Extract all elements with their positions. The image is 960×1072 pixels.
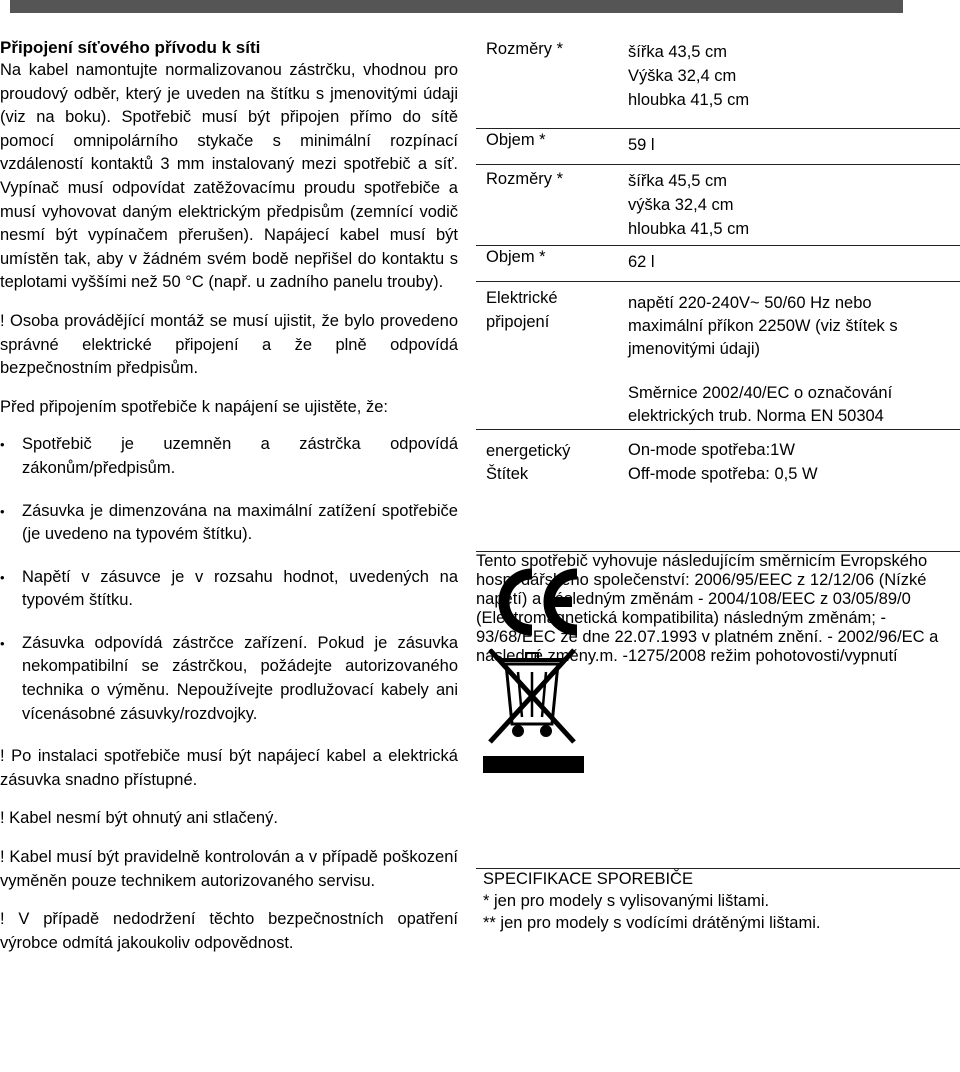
directive-line-11: -1275/2008 režim pohotovosti/vypnutí (622, 647, 898, 665)
crossed-bin-icon (490, 650, 574, 742)
row-dimensions-1 (476, 38, 960, 129)
warning-bend: ! Kabel nesmí být ohnutý ani stlačený. (0, 809, 278, 828)
label-electrical-2: připojení (486, 313, 550, 331)
directive-line-3: společenství: 2006/95/EEC z 12/12/06 (593, 571, 875, 589)
value-directive: Směrnice 2002/40/EC o označování (628, 384, 893, 402)
warning-liability: ! V případě nedodržení těchto bezpečnostních opatření výrobce odmítá jakoukoliv odpovědnost. (0, 910, 458, 952)
check-item-socket-load: • Zásuvka je dimenzována na maximální zatížení spotřebiče (je uvedeno na typovém štítku). (0, 500, 458, 547)
directive-line-4: (Nízké napětí) a následným změnám (476, 571, 927, 608)
directive-line-10: - 2002/96/EC a následné změny.m. (476, 628, 939, 665)
header-bar (10, 0, 903, 13)
check-item-voltage: • Napětí v zásuvce je v rozsahu hodnot, uvedených na typovém štítku. (0, 566, 458, 613)
directive-line-6: (Elektromagnetická kompatibilita) (476, 609, 720, 627)
directive-line-2: směrnicím Evropského hospodářského (476, 552, 928, 589)
paragraph-connection: Na kabel namontujte normalizovanou zástrčku, vhodnou pro proudový odběr, který je uveden na štítku s jmenovitými údaji (viz na boku). Spotřebič musí být připojen přímo do sítě pomocí omnipolárního stykače s minimální rozpínací vzdáleností kontaktů 3 mm instalovaný mezi spotřebič a síť. Vypínač musí odpovídat zatěžovacímu proudu spotřebiče a musí vyhovovat daným elektrickým předpisům (zemnící vodič nesmí být vypínačem přerušen). Napájecí kabel musí být umístěn tak, aby v žádném svém bodě nepřišel do kontaktu s teplotami vyššími než 50 °C (např. u zadního panelu trouby). (0, 61, 458, 292)
value-depth-2: hloubka 41,5 cm (628, 220, 750, 238)
check-item-earthing: • Spotřebič je uzemněn a zástrčka odpovídá zákonům/předpisům. (0, 433, 458, 480)
directive-line-8: - 93/68/EEC ze dne 22.07.1993 v (476, 609, 886, 646)
row-electrical (476, 282, 960, 430)
spec-title: SPECIFIKACE SPOREBIČE (483, 870, 693, 888)
value-volume-2: 62 l (628, 253, 655, 271)
row-energy-label (476, 430, 960, 552)
value-rating-note: jmenovitými údaji) (628, 340, 761, 358)
value-on-mode: On-mode spotřeba:1W (628, 441, 795, 459)
paragraph-installer-warning: ! Osoba provádějící montáž se musí ujistit, že bylo provedeno správné elektrické připojení a že plně odpovídá bezpečnostním předpisům. (0, 311, 458, 378)
ce-mark-icon (504, 574, 577, 630)
label-dimensions-2: Rozměry * (486, 170, 564, 188)
value-depth-1: hloubka 41,5 cm (628, 91, 750, 109)
warning-inspect: ! Kabel musí být pravidelně kontrolován a v případě poškození vyměněn pouze technikem autorizovaného servisu. (0, 848, 458, 890)
value-width-2: šířka 45,5 cm (628, 172, 728, 190)
bin-bar-icon (483, 756, 584, 773)
value-width-1: šířka 43,5 cm (628, 43, 728, 61)
left-column (0, 36, 458, 955)
value-voltage: napětí 220-240V~ 50/60 Hz nebo (628, 294, 872, 312)
compliance-logos (476, 552, 596, 792)
value-norm: elektrických trub. Norma EN 50304 (628, 407, 884, 425)
row-dimensions-2 (476, 165, 960, 246)
spec-table (476, 38, 960, 869)
value-off-mode: Off-mode spotřeba: 0,5 W (628, 465, 818, 483)
paragraph-check-intro: Před připojením spotřebiče k napájení se ujistěte, že: (0, 397, 388, 416)
label-energy-1: energetický (486, 442, 571, 460)
value-volume-1: 59 l (628, 136, 655, 154)
value-height-1: Výška 32,4 cm (628, 67, 737, 85)
row-volume-1 (476, 129, 960, 165)
label-dimensions-1: Rozměry * (486, 40, 564, 58)
warning-access: ! Po instalaci spotřebiče musí být napájecí kabel a elektrická zásuvka snadno přístupné. (0, 747, 458, 789)
directive-line-5: - 2004/108/EEC z 03/05/89/0 (697, 590, 911, 608)
label-electrical-1: Elektrické (486, 289, 558, 307)
directive-line-9: platném znění. (714, 628, 823, 646)
check-item-socket-plug: • Zásuvka odpovídá zástrčce zařízení. Pokud je zásuvka nekompatibilní se zástrčkou, požádejte autorizovaného technika o výměnu. Nepoužívejte prodlužovací kabely ani vícenásobné zásuvky/rozdvojky. (0, 632, 458, 726)
check-list (0, 433, 458, 726)
directive-line-7: následným změnám; (723, 609, 876, 627)
label-energy-2: Štítek (486, 465, 529, 483)
spec-note-1: * jen pro modely s vylisovanými lištami. (483, 892, 770, 910)
label-volume-1: Objem * (486, 131, 546, 149)
spec-notes (483, 868, 820, 934)
directive-line-1: Tento spotřebič vyhovuje následujícím (476, 552, 755, 570)
section-title: Připojení síťového přívodu k síti (0, 38, 261, 57)
label-volume-2: Objem * (486, 248, 546, 266)
spec-note-2: ** jen pro modely s vodícími drátěnými lištami. (483, 914, 821, 932)
value-power: maximální příkon 2250W (viz štítek s (628, 317, 898, 335)
value-height-2: výška 32,4 cm (628, 196, 734, 214)
row-volume-2 (476, 246, 960, 282)
row-compliance (476, 552, 960, 869)
